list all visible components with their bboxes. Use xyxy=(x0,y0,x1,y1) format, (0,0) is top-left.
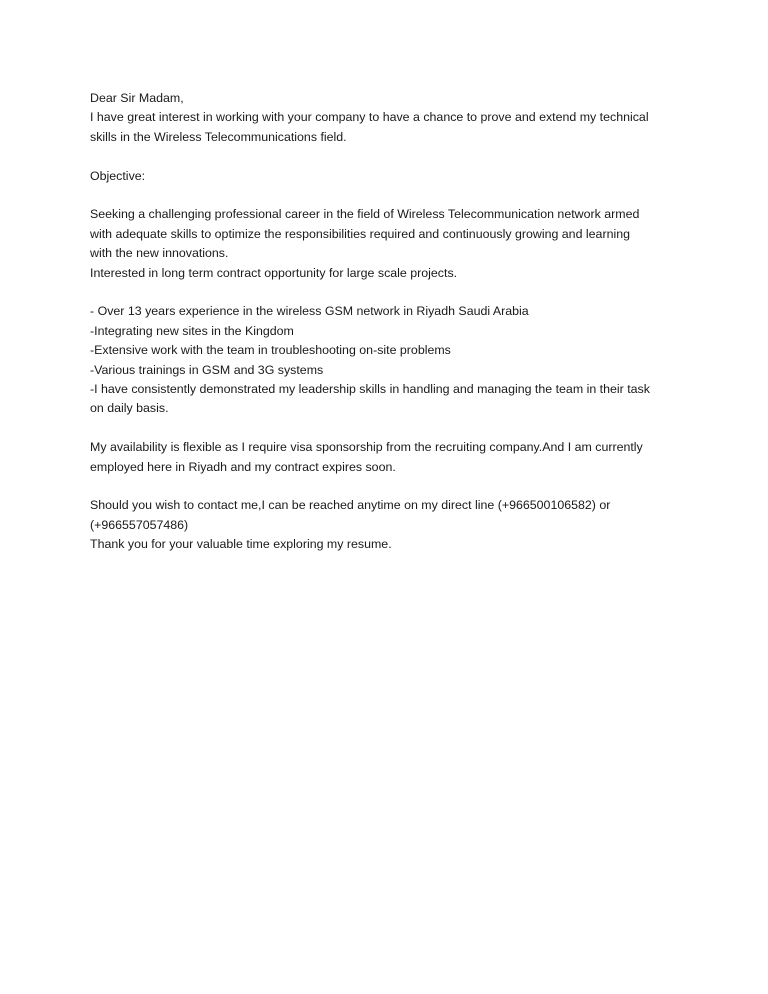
contact-phone-secondary: (+966557057486) xyxy=(90,517,189,532)
highlight-item-5-continued: on daily basis. xyxy=(90,401,169,416)
paragraph-spacer xyxy=(90,477,680,496)
highlight-item-3: -Extensive work with the team in troubleshooting on-site problems xyxy=(90,343,451,358)
cover-letter-body xyxy=(90,89,680,555)
objective-heading: Objective: xyxy=(90,168,146,183)
objective-line-3: with the new innovations. xyxy=(90,246,229,261)
objective-line-4: Interested in long term contract opportunity for large scale projects. xyxy=(90,265,458,280)
contact-line-1: Should you wish to contact me,I can be reached anytime on my direct line (+966500106582) or xyxy=(90,498,611,513)
paragraph-spacer xyxy=(90,419,680,438)
paragraph-spacer xyxy=(90,283,680,302)
objective-line-2: with adequate skills to optimize the responsibilities required and continuously growing and learning xyxy=(90,226,630,241)
intro-line-2: skills in the Wireless Telecommunications field. xyxy=(90,129,347,144)
closing-thanks: Thank you for your valuable time exploring my resume. xyxy=(90,537,392,552)
highlight-item-4: -Various trainings in GSM and 3G systems xyxy=(90,362,324,377)
intro-line-1: I have great interest in working with your company to have a chance to prove and extend my technical xyxy=(90,110,649,125)
objective-line-1: Seeking a challenging professional career in the field of Wireless Telecommunication network armed xyxy=(90,207,640,222)
paragraph-spacer xyxy=(90,186,680,205)
highlight-item-2: -Integrating new sites in the Kingdom xyxy=(90,323,294,338)
availability-line-1: My availability is flexible as I require visa sponsorship from the recruiting company.And I am currently xyxy=(90,440,643,455)
paragraph-spacer xyxy=(90,147,680,166)
availability-line-2: employed here in Riyadh and my contract expires soon. xyxy=(90,459,396,474)
greeting: Dear Sir Madam, xyxy=(90,91,184,105)
highlight-item-1: - Over 13 years experience in the wireless GSM network in Riyadh Saudi Arabia xyxy=(90,304,529,319)
highlight-item-5: -I have consistently demonstrated my leadership skills in handling and managing the team in their task xyxy=(90,382,650,397)
